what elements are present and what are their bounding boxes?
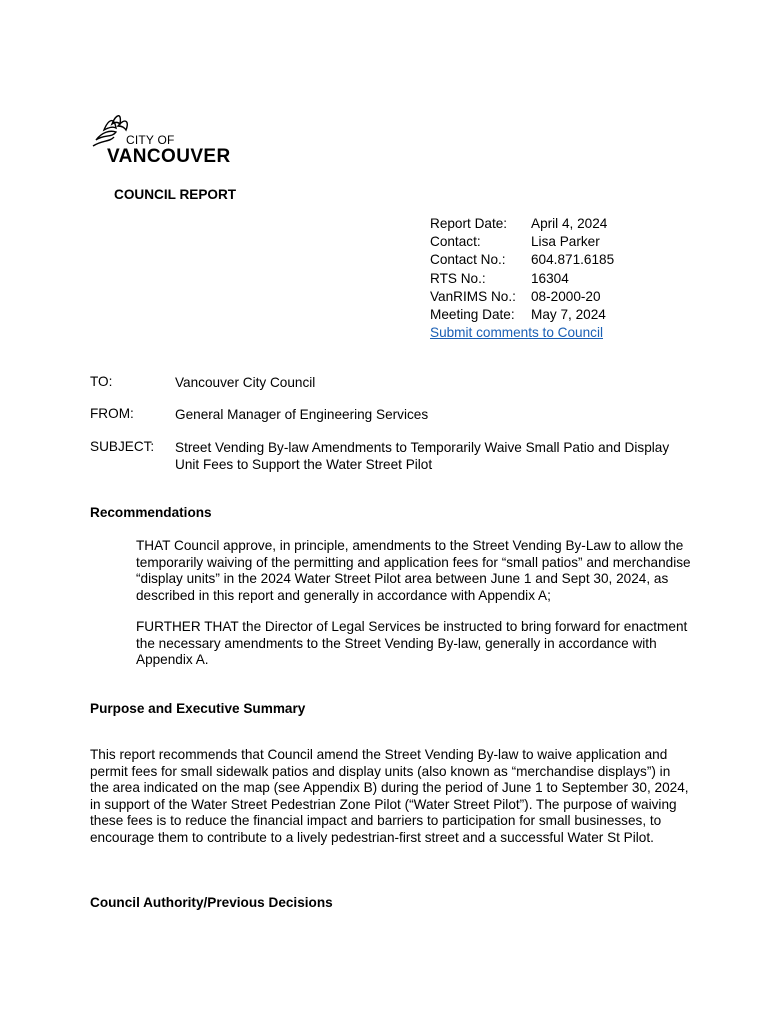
subject-label: SUBJECT: (90, 439, 155, 454)
meta-value: May 7, 2024 (531, 306, 606, 322)
recommendations-heading: Recommendations (90, 505, 212, 520)
subject-value: Street Vending By-law Amendments to Temporarily Waive Small Patio and Display Unit Fees to Support the Water Street Pilot (175, 440, 670, 472)
meta-row-vanrims-no (430, 288, 614, 306)
purpose-heading: Purpose and Executive Summary (90, 701, 306, 716)
meta-row-contact (430, 233, 614, 251)
meta-value: 604.871.6185 (531, 252, 615, 268)
meta-label: VanRIMS No.: (430, 288, 516, 304)
authority-heading: Council Authority/Previous Decisions (90, 895, 333, 910)
from-value: General Manager of Engineering Services (175, 407, 429, 422)
meta-value: April 4, 2024 (531, 216, 608, 231)
meta-label: Contact No.: (430, 252, 506, 268)
to-row (90, 374, 690, 391)
meta-row-meeting-date (430, 306, 614, 324)
meta-row-contact-no (430, 251, 614, 269)
to-label: TO: (90, 374, 113, 389)
city-logo (90, 110, 230, 170)
meta-value: 08-2000-20 (531, 288, 601, 304)
from-row (90, 406, 690, 423)
meta-label: Contact: (430, 234, 481, 250)
subject-row (90, 439, 690, 473)
logo-city-of: CITY OF (126, 133, 175, 147)
meta-label: RTS No.: (430, 270, 486, 286)
submit-comments-link[interactable]: Submit comments to Council (430, 325, 604, 341)
meta-row-rts-no (430, 270, 614, 288)
recommendation-b: FURTHER THAT the Director of Legal Services be instructed to bring forward for enactment the necessary amendments to the Street Vending By-law, generally in accordance with Appendix A. (136, 619, 688, 667)
meta-value: 16304 (531, 270, 569, 286)
logo-vancouver: VANCOUVER (107, 146, 231, 167)
meta-label: Report Date: (430, 216, 508, 231)
recommendation-a: THAT Council approve, in principle, amendments to the Street Vending By-Law to allow the temporarily waiving of the permitting and application fees for “small patios” and merchandise “display units” in the 2024 Water Street Pilot area between June 1 and Sept 30, 2024, as described in this report and generally in accordance with Appendix A; (136, 538, 691, 603)
to-value: Vancouver City Council (175, 375, 316, 390)
from-label: FROM: (90, 406, 134, 421)
meta-label: Meeting Date: (430, 306, 515, 322)
meta-row-report-date (430, 215, 614, 233)
report-title: COUNCIL REPORT (114, 187, 237, 202)
purpose-body: This report recommends that Council amend the Street Vending By-law to waive application and permit fees for small sidewalk patios and display units (also known as “merchandise displays”) in the area indicated on the map (see Appendix B) during the period of June 1 to September 30, 2024, in support of the Water Street Pedestrian Zone Pilot (“Water Street Pilot”). The purpose of waiving these fees is to reduce the financial impact and barriers to participation for small businesses, to encourage them to contribute to a lively pedestrian-first street and a successful Water St Pilot. (90, 747, 689, 845)
meta-value: Lisa Parker (531, 234, 600, 250)
report-meta (430, 215, 614, 342)
